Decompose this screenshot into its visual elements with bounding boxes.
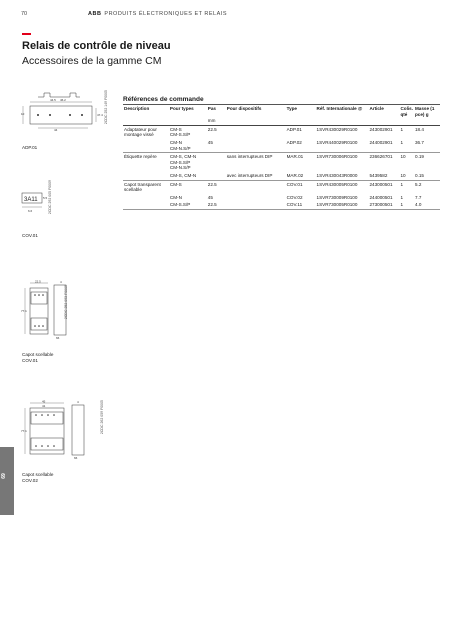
references-table: [123, 105, 440, 210]
cell-type: MAR.01: [286, 154, 304, 160]
table-row: [123, 180, 440, 194]
cell-ref: 1SVR730009R0100: [316, 194, 358, 200]
cov02-dim-e: 66: [74, 456, 78, 460]
col-pour-dispositifs: Pour dispositifs: [226, 106, 262, 111]
cov02-label-line2: COV.02: [22, 478, 38, 483]
table-body: [123, 125, 440, 209]
cov02-label: [22, 472, 53, 484]
mar01-tag-text: 3A11: [24, 197, 38, 203]
cell-type: MAR.02: [286, 172, 316, 180]
cell-type: ADP.01: [286, 126, 302, 132]
cell-types: [169, 201, 207, 209]
cov01-code: 2CDC 252 093 F0009: [64, 285, 68, 320]
cell-types: [169, 125, 207, 139]
cov02-dim-d: 77.1: [21, 429, 27, 433]
cell-types: [169, 153, 207, 172]
cov02-label-line1: Capot scellable: [22, 472, 54, 477]
cell-pas: 22.5: [207, 181, 217, 187]
adp01-dim-b: 46.2: [60, 98, 66, 102]
cell-type: ADP.02: [286, 139, 316, 153]
cell-description: Adaptateur pour montage vissé: [124, 126, 157, 138]
cell-type-line: CM-S, CM-N: [169, 172, 197, 178]
page-title: Relais de contrôle de niveau: [22, 40, 171, 52]
cell-article: 5439582: [369, 172, 400, 180]
page-subtitle: Accessoires de la gamme CM: [22, 55, 162, 67]
cov01-label: [22, 352, 53, 364]
cell-types: [169, 180, 207, 194]
table-row: [123, 139, 440, 153]
cov01-dim-c: 77.1: [21, 309, 27, 313]
cell-description: Étiquette repère: [124, 154, 157, 160]
cell-ref: 1SVR430043R0000: [316, 172, 369, 180]
section-name: PRODUITS ÉLECTRONIQUES ET RELAIS: [104, 11, 227, 17]
cell-types: [169, 194, 207, 202]
cell-article: 236626701: [369, 154, 393, 160]
cell-description: [123, 139, 169, 153]
accent-bar: [22, 33, 31, 35]
cell-type-line: CM-S: [169, 126, 182, 132]
cell-type-line: CM-N.S/P: [169, 145, 191, 151]
table-row: [123, 125, 440, 139]
cell-pas: 45: [207, 194, 213, 200]
cell-description: [123, 172, 169, 180]
adp01-label: ADP.01: [22, 145, 38, 150]
figure-cov01: [20, 280, 80, 340]
cell-ref: 1SVR730006R0100: [316, 154, 358, 160]
cell-colis: 1: [400, 181, 404, 187]
adp01-dim-d: 47.4: [97, 113, 103, 117]
col-description: Description: [124, 106, 150, 111]
cell-dispositifs: [226, 180, 286, 194]
cov02-code: 2CDC 262 059 F0005: [100, 400, 104, 435]
cell-dispositifs: avec interrupteurs DIP: [226, 172, 286, 180]
col-colis: Colis. qté: [400, 106, 413, 117]
adp01-dim-e: 10: [21, 112, 25, 116]
table-unit-row: [123, 118, 440, 125]
cell-type-line: CM-N: [169, 139, 182, 145]
cell-masse: 5.2: [414, 181, 422, 187]
cov02-dim-c: 4: [77, 400, 79, 404]
cell-colis: 1: [399, 201, 414, 209]
cell-masse: 7.7: [414, 194, 422, 200]
cov02-dim-a: 45: [42, 400, 46, 404]
cell-dispositifs: [226, 125, 286, 139]
cell-description: Capot transparent scellable: [124, 181, 161, 193]
cell-type-line: CM-N.S/P: [169, 165, 191, 171]
side-tab-number: 69: [0, 473, 7, 479]
cell-dispositifs: [226, 201, 286, 209]
col-pas: Pas: [207, 106, 216, 111]
cell-ref: 1SVR440029R0100: [316, 139, 369, 153]
cell-description: [123, 194, 169, 202]
col-type: Type: [286, 106, 297, 111]
cov01-dim-b: 4: [60, 280, 62, 284]
cell-article: 243002901: [369, 126, 393, 132]
cell-dispositifs: [226, 194, 286, 202]
cell-masse: 4.0: [414, 201, 440, 209]
cov01-dim-a: 22.5: [35, 280, 41, 284]
cell-dispositifs: [226, 139, 286, 153]
cell-pas: [207, 153, 226, 172]
cell-type-line: CM-S.S/P: [169, 132, 191, 138]
adp01-dim-c: 44: [54, 128, 58, 132]
cell-masse: 18.4: [414, 126, 424, 132]
page-number: 70: [21, 11, 28, 17]
cell-colis: 10: [400, 154, 406, 160]
cell-colis: 1: [400, 194, 404, 200]
cell-article: 243000501: [369, 181, 393, 187]
cell-masse: 36.7: [414, 139, 440, 153]
cell-dispositifs: sans interrupteurs DIP: [226, 154, 273, 160]
figure-cov02: [20, 400, 100, 460]
cell-ref: 1SVR430029R0100: [316, 126, 358, 132]
pas-unit: mm: [207, 118, 226, 125]
mar01-dim-a: 6.6: [28, 209, 33, 213]
col-ref: Réf. Internationale @: [316, 106, 363, 111]
cell-type: COV.02: [286, 194, 303, 200]
cell-types: [169, 172, 207, 180]
cell-types: [169, 139, 207, 153]
adp01-dim-a: 44.5: [50, 98, 56, 102]
cov01-dim-d: 66: [56, 336, 60, 340]
brand-name: ABB: [88, 11, 102, 17]
cov01-label-line2: COV.01: [22, 358, 38, 363]
cell-pas: 22.5: [207, 201, 226, 209]
cell-colis: 1: [399, 139, 414, 153]
mar01-label: COV.01: [22, 233, 38, 238]
col-article: Article: [369, 106, 384, 111]
col-pour-types: Pour types: [169, 106, 194, 111]
table-row: [123, 172, 440, 180]
cov01-drawing: [20, 280, 80, 340]
cell-masse: 0.15: [414, 172, 440, 180]
cell-article: 244000501: [369, 194, 393, 200]
col-masse: Masse (1 pce) g: [414, 106, 435, 117]
cell-description: [123, 201, 169, 209]
cell-colis: 10: [399, 172, 414, 180]
cell-type-line: CM-S.S/P: [169, 159, 191, 165]
cov01-label-line1: Capot scellable: [22, 352, 54, 357]
cov02-drawing: [20, 400, 100, 460]
cell-type-line: CM-S.S/P: [169, 202, 191, 208]
cell-article: 244002901: [369, 139, 400, 153]
table-header-row: [123, 105, 440, 118]
mar01-code: 2CDC 292 005 F0009: [48, 180, 52, 215]
cell-ref: 1SVR730005R0100: [316, 201, 369, 209]
references-title: Références de commande: [123, 96, 204, 103]
table-row: [123, 201, 440, 209]
running-header: [88, 11, 227, 17]
cell-type: COV.01: [286, 181, 303, 187]
cell-pas: 45: [207, 139, 226, 153]
cell-type-line: CM-S, CM-N: [169, 154, 197, 160]
table-row: [123, 153, 440, 172]
mar01-drawing: [20, 190, 50, 220]
cell-article: 273000501: [369, 201, 400, 209]
cell-type-line: CM-S: [169, 181, 182, 187]
cell-colis: 1: [400, 126, 404, 132]
cell-type-line: CM-N: [169, 194, 182, 200]
table-row: [123, 194, 440, 202]
cell-ref: 1SVR430005R0100: [316, 181, 358, 187]
cell-pas: 22.5: [207, 126, 217, 132]
cov02-dim-b: 41: [42, 404, 46, 408]
cell-pas: [207, 172, 226, 180]
mar01-dim-b: 5.5: [43, 196, 48, 200]
cell-masse: 0.19: [414, 154, 424, 160]
cell-type: COV.11: [286, 201, 316, 209]
side-page-tab: [0, 447, 14, 515]
adp01-code: 2CDC 252 149 F0005: [104, 90, 108, 125]
figure-mar01: [20, 190, 50, 220]
